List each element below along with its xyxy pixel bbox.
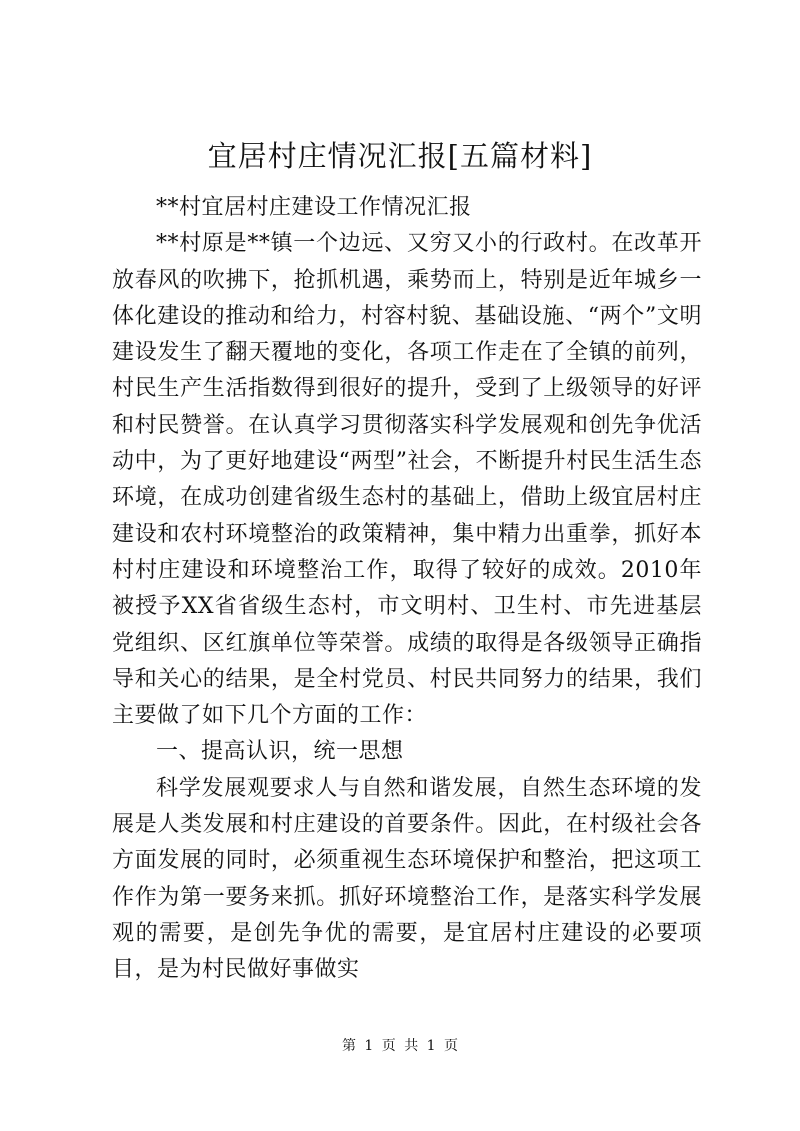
page-footer: 第 1 页 共 1 页 [341,1038,459,1054]
body-paragraph: 科学发展观要求人与自然和谐发展，自然生态环境的发展是人类发展和村庄建设的首要条件。因此，在村级社会各方面发展的同时，必须重视生态环境保护和整治，把这项工作作为第一要务来抓。抓好环境整治工作，是落实科学发展观的需要，是创先争优的需要，是宜居村庄建设的必要项目，是为村民做好事做实 [112,775,702,983]
subtitle-paragraph: **村宜居村庄建设工作情况汇报 [156,195,472,220]
document-title: 宜居村庄情况汇报[五篇材料] [207,139,593,173]
intro-paragraph: **村原是**镇一个边远、又穷又小的行政村。在改革开放春风的吹拂下，抢抓机遇，乘势而上，特别是近年城乡一体化建设的推动和给力，村容村貌、基础设施、“两个”文明建设发生了翻天覆地的变化，各项工作走在了全镇的前列，村民生产生活指数得到很好的提升，受到了上级领导的好评和村民赞誉。在认真学习贯彻落实科学发展观和创先争优活动中，为了更好地建设“两型”社会，不断提升村民生活生态环境，在成功创建省级生态村的基础上，借助上级宜居村庄建设和农村环境整治的政策精神，集中精力出重拳，抓好本村村庄建设和环境整治工作，取得了较好的成效。2010年被授予XX省省级生态村，市文明村、卫生村、市先进基层党组织、区红旗单位等荣誉。成绩的取得是各级领导正确指导和关心的结果，是全村党员、村民共同努力的结果，我们主要做了如下几个方面的工作： [112,231,702,729]
document-body [112,190,702,989]
section-heading: 一、提高认识，统一思想 [156,739,404,765]
